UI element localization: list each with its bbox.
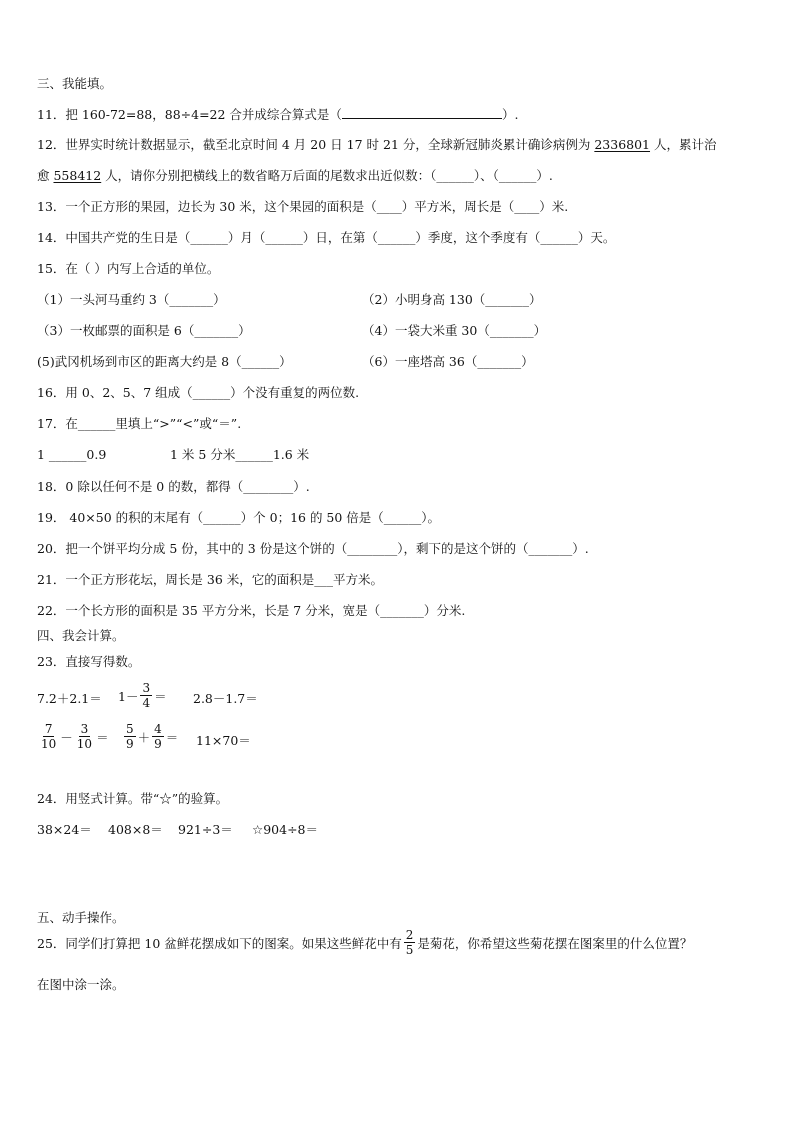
equals-sign: ＝: [96, 729, 109, 745]
vertical-calc-3: 921÷3＝: [178, 822, 233, 837]
fraction-2-5: [404, 928, 416, 957]
question-17-compare-b: 1 米 5 分米______1.6 米: [170, 447, 310, 462]
question-24: 24．用竖式计算。带“☆”的验算。: [37, 791, 229, 806]
question-22: 22．一个长方形的面积是 35 平方分米，长是 7 分米，宽是（_______）分米.: [37, 603, 466, 618]
denominator: 4: [142, 696, 151, 710]
numerator: 4: [154, 722, 162, 736]
vertical-calc-2: 408×8＝: [108, 822, 163, 837]
question-11-tail: ）.: [501, 107, 519, 122]
question-15-item-4: （4）一袋大米重 30（_______）: [362, 323, 547, 338]
question-15-item-6: （6）一座塔高 36（_______）: [362, 354, 534, 369]
question-18: 18．0 除以任何不是 0 的数，都得（________）.: [37, 479, 310, 494]
question-14: 14．中国共产党的生日是（______）月（______）日，在第（______）季度，这个季度有（______）天。: [37, 230, 616, 245]
underlined-number-2: 558412: [53, 168, 102, 183]
underlined-number-1: 2336801: [594, 137, 651, 152]
numerator: 3: [142, 681, 151, 695]
question-23: 23．直接写得数。: [37, 654, 141, 669]
question-13: 13．一个正方形的果园，边长为 30 米，这个果园的面积是（____）平方米，周长是（____）米.: [37, 199, 569, 214]
question-25-text-b: 是菊花，你希望这些菊花摆在图案里的什么位置？: [417, 935, 693, 951]
question-15-item-1: （1）一头河马重约 3（_______）: [37, 292, 226, 307]
question-15-item-2: （2）小明身高 130（_______）: [362, 292, 542, 307]
question-19: 19． 40×50 的积的末尾有（______）个 0；16 的 50 倍是（______）。: [37, 510, 441, 525]
answer-blank[interactable]: [342, 106, 502, 119]
vertical-calc-4: ☆904÷8＝: [252, 822, 318, 837]
question-15: 15．在（ ）内写上合适的单位。: [37, 261, 220, 276]
minus-sign: －: [60, 729, 73, 745]
question-25-line-2: 在图中涂一涂。: [37, 977, 125, 992]
question-12-line-1: [37, 137, 717, 153]
expression-1: 7.2＋2.1＝: [37, 691, 102, 706]
section-3-title: 三、我能填。: [37, 76, 113, 91]
question-12-line-2: [37, 168, 553, 184]
expression-2-equals: ＝: [154, 688, 167, 704]
expression-2-prefix: 1－: [118, 688, 139, 704]
numerator: 2: [405, 928, 414, 942]
question-21: 21．一个正方形花坛，周长是 36 米，它的面积是___平方米。: [37, 572, 384, 587]
numerator: 7: [44, 722, 53, 736]
question-15-item-5: (5)武冈机场到市区的距离大约是 8（______）: [37, 354, 292, 369]
expression-5: [122, 722, 178, 751]
denominator: 9: [126, 737, 134, 751]
question-11: [37, 106, 518, 123]
fraction-5-9: [124, 722, 136, 751]
fraction-3-10: [75, 722, 94, 751]
question-25-text-a: 25．同学们打算把 10 盆鲜花摆成如下的图案。如果这些鲜花中有: [37, 935, 402, 951]
vertical-calc-1: 38×24＝: [37, 822, 92, 837]
expression-4: [37, 722, 109, 751]
expression-3: 2.8－1.7＝: [193, 691, 258, 706]
question-12-text-a: 12．世界实时统计数据显示，截至北京时间 4 月 20 日 17 时 21 分，全球新冠肺炎累计确诊病例为: [37, 137, 595, 152]
question-20: 20．把一个饼平均分成 5 份，其中的 3 份是这个饼的（________），剩下的是这个饼的（_______）.: [37, 541, 589, 556]
fraction-4-9: [152, 722, 164, 751]
plus-sign: ＋: [137, 729, 151, 745]
expression-6: 11×70＝: [196, 733, 251, 748]
question-11-text: 11．把 160-72=88，88÷4=22 合并成综合算式是（: [37, 107, 342, 122]
question-17: 17．在______里填上“>”“<”或“＝”.: [37, 416, 242, 431]
equals-sign: ＝: [165, 729, 179, 745]
section-5-title: 五、动手操作。: [37, 910, 125, 925]
numerator: 3: [80, 722, 89, 736]
numerator: 5: [126, 722, 134, 736]
denominator: 10: [41, 737, 57, 751]
question-12-text-d: 人，请你分别把横线上的数省略万后面的尾数求出近似数：（______）、（______）.: [101, 168, 553, 183]
fraction-3-4: [140, 681, 152, 710]
question-12-text-c: 愈: [37, 168, 54, 183]
denominator: 10: [76, 737, 93, 751]
fraction-7-10: [39, 722, 58, 751]
question-16: 16．用 0、2、5、7 组成（______）个没有重复的两位数.: [37, 385, 360, 400]
denominator: 5: [405, 943, 414, 957]
question-25-line-1: [37, 928, 692, 957]
question-15-item-3: （3）一枚邮票的面积是 6（_______）: [37, 323, 251, 338]
denominator: 9: [154, 737, 162, 751]
question-17-compare-a: 1 ______0.9: [37, 447, 107, 462]
section-4-title: 四、我会计算。: [37, 628, 125, 643]
question-12-text-b: 人，累计治: [650, 137, 717, 152]
expression-2: [118, 681, 167, 710]
